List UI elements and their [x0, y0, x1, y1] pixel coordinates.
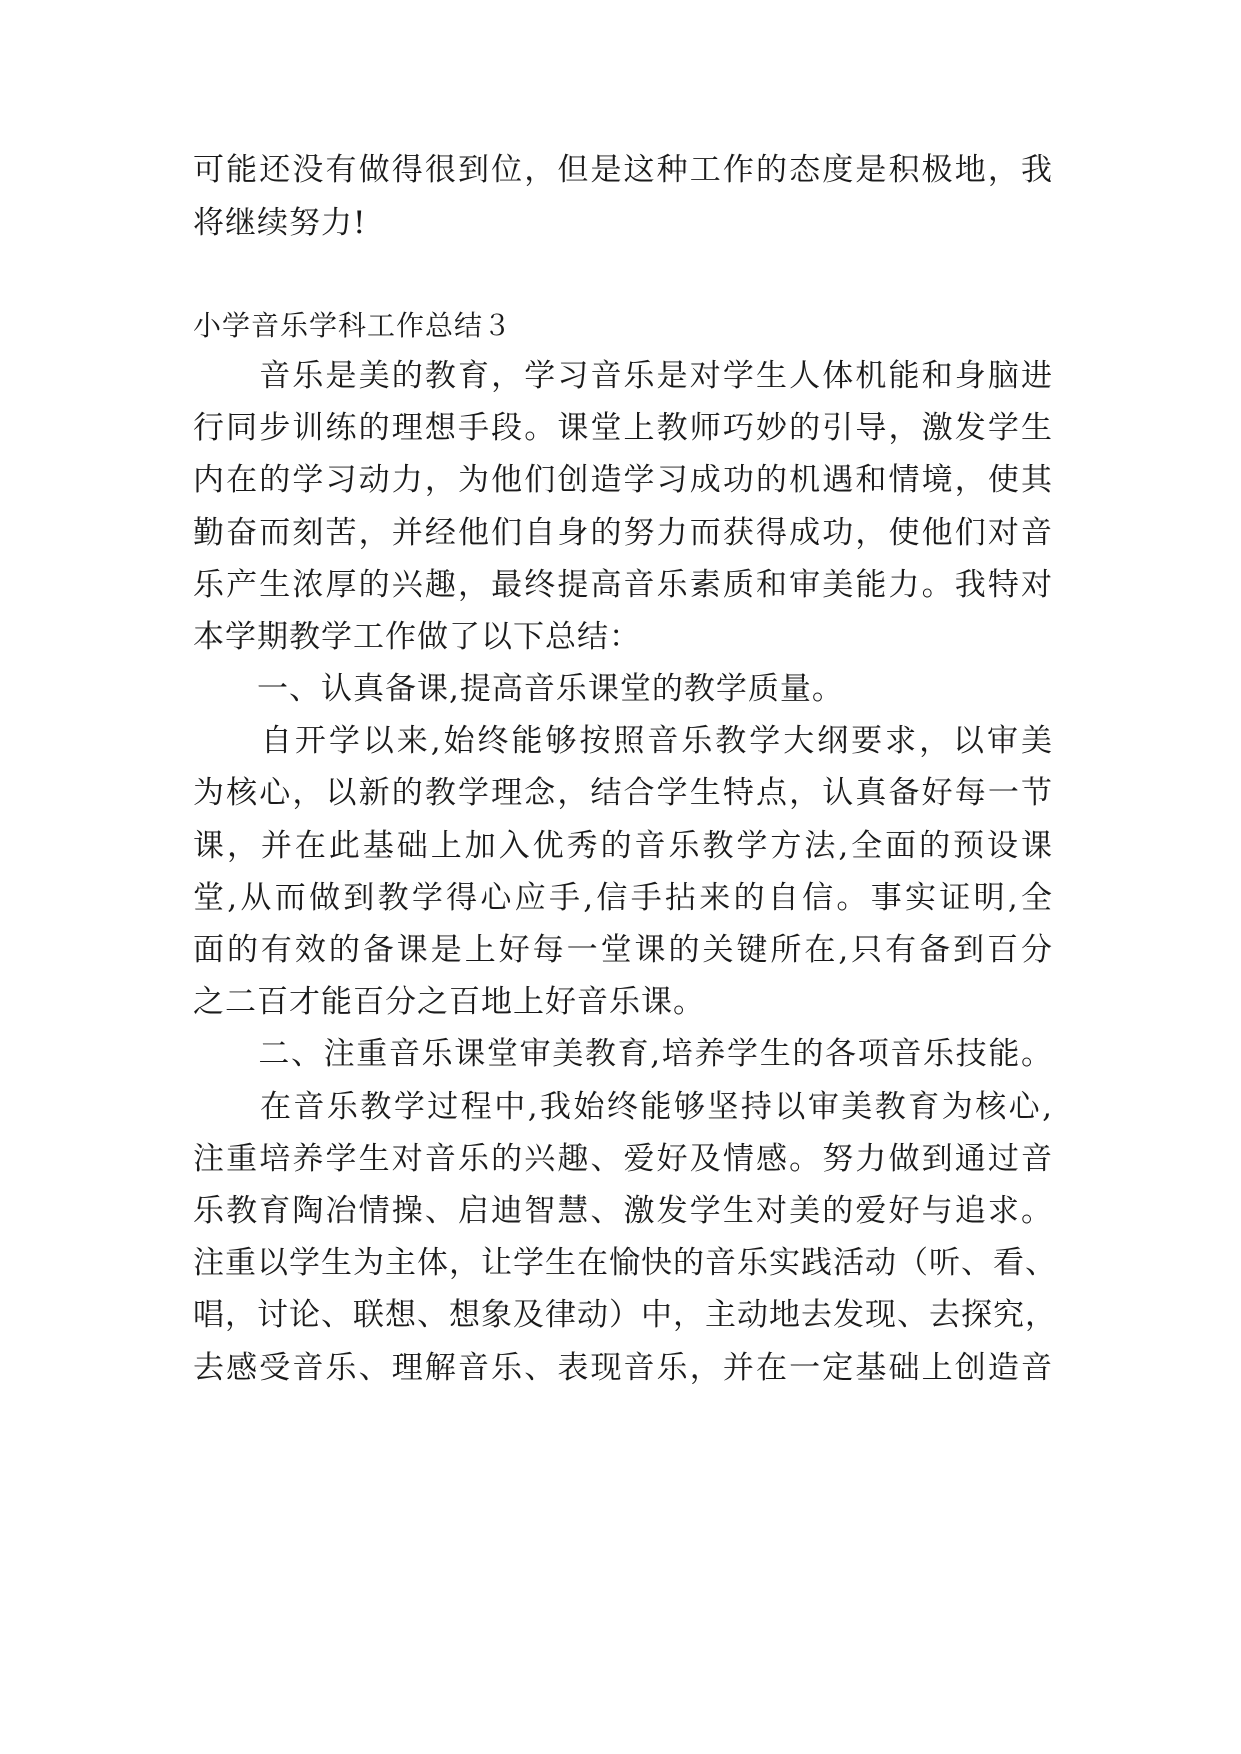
paragraph-line: 自开学以来,始终能够按照音乐教学大纲要求，以审美 [193, 723, 1053, 759]
subheading-line: 一、认真备课,提高音乐课堂的教学质量。 [193, 671, 844, 707]
paragraph-line: 课，并在此基础上加入优秀的音乐教学方法,全面的预设课 [193, 828, 1053, 864]
paragraph-line: 内在的学习动力，为他们创造学习成功的机遇和情境，使其 [193, 462, 1053, 498]
paragraph-line: 可能还没有做得很到位，但是这种工作的态度是积极地，我 [193, 152, 1053, 188]
paragraph-line: 乐产生浓厚的兴趣，最终提高音乐素质和审美能力。我特对 [193, 567, 1053, 603]
paragraph-line: 行同步训练的理想手段。课堂上教师巧妙的引导，激发学生 [193, 410, 1053, 446]
paragraph-line: 乐教育陶冶情操、启迪智慧、激发学生对美的爱好与追求。 [193, 1193, 1053, 1229]
section-title: 小学音乐学科工作总结３ [193, 309, 513, 342]
subheading-line: 二、注重音乐课堂审美教育,培养学生的各项音乐技能。 [193, 1036, 1053, 1072]
paragraph-line: 本学期教学工作做了以下总结： [193, 619, 641, 655]
paragraph-line: 在音乐教学过程中,我始终能够坚持以审美教育为核心, [193, 1089, 1053, 1125]
paragraph-line: 注重以学生为主体，让学生在愉快的音乐实践活动（听、看、 [193, 1245, 1057, 1281]
paragraph-line: 为核心，以新的教学理念，结合学生特点，认真备好每一节 [193, 775, 1053, 811]
paragraph-line: 勤奋而刻苦，并经他们自身的努力而获得成功，使他们对音 [193, 515, 1053, 551]
paragraph-line: 堂,从而做到教学得心应手,信手拈来的自信。事实证明,全 [193, 880, 1053, 916]
paragraph-line: 去感受音乐、理解音乐、表现音乐，并在一定基础上创造音 [193, 1350, 1053, 1386]
paragraph-line: 面的有效的备课是上好每一堂课的关键所在,只有备到百分 [193, 932, 1053, 968]
paragraph-line: 唱，讨论、联想、想象及律动）中，主动地去发现、去探究， [193, 1297, 1057, 1333]
paragraph-line: 将继续努力! [193, 205, 367, 241]
paragraph-line: 音乐是美的教育，学习音乐是对学生人体机能和身脑进 [193, 358, 1053, 394]
paragraph-line: 之二百才能百分之百地上好音乐课。 [193, 984, 705, 1020]
paragraph-line: 注重培养学生对音乐的兴趣、爱好及情感。努力做到通过音 [193, 1141, 1053, 1177]
